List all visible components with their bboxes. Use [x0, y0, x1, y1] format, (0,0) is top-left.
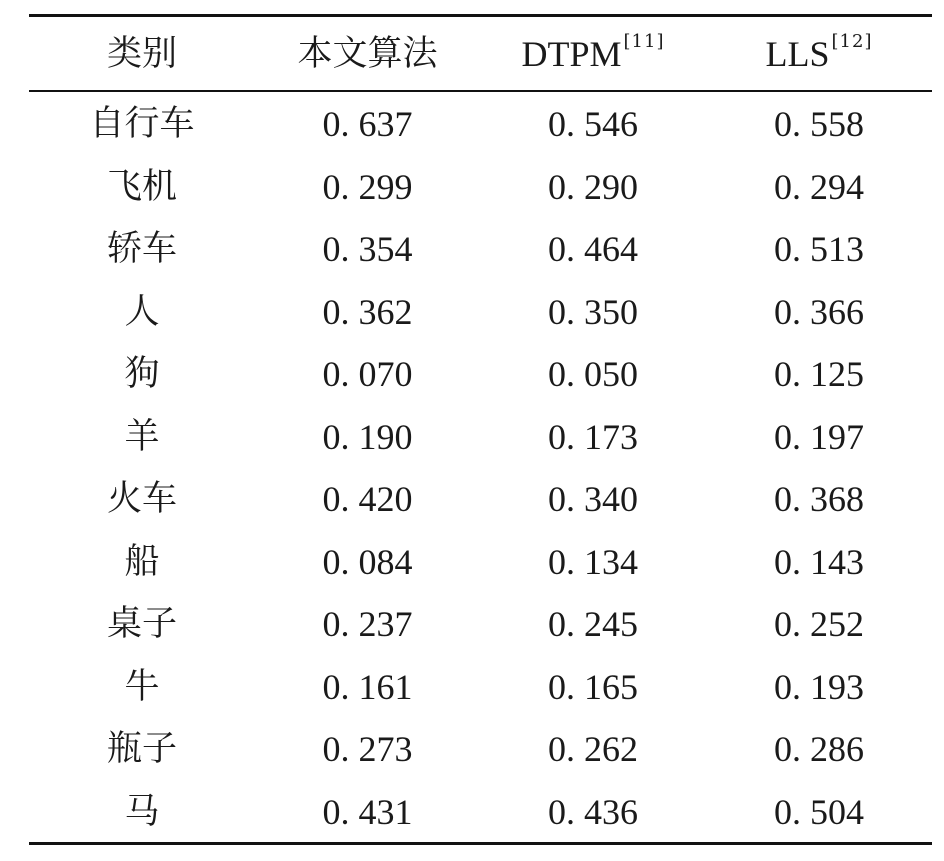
row-category: 马: [124, 791, 160, 832]
row-category: 船: [124, 541, 160, 582]
row-value: 0. 431: [322, 791, 413, 832]
row-value: 0. 165: [548, 666, 638, 707]
row-value: 0. 173: [548, 416, 638, 457]
row-category: 羊: [124, 416, 160, 457]
row-value: 0. 134: [548, 541, 638, 582]
row-category: 轿车: [106, 229, 177, 269]
header-dtpm-citation: [11]: [623, 31, 665, 52]
row-value: 0. 245: [548, 604, 638, 644]
bottom-rule: [29, 842, 932, 845]
row-value: 0. 161: [322, 666, 413, 707]
row-value: 0. 190: [322, 416, 413, 457]
row-value: 0. 637: [322, 104, 413, 144]
row-value: 0. 340: [548, 479, 638, 519]
row-category: 桌子: [106, 604, 177, 644]
header-ours: [255, 23, 480, 85]
row-value: 0. 294: [774, 166, 864, 207]
row-value: 0. 286: [774, 729, 864, 769]
row-value: 0. 366: [774, 291, 864, 332]
row-category: 自行车: [89, 104, 195, 144]
header-rule: [29, 90, 932, 92]
row-value: 0. 513: [774, 229, 864, 269]
header-lls-citation: [12]: [831, 31, 873, 52]
row-value: 0. 350: [548, 291, 638, 332]
row-value: 0. 299: [322, 166, 413, 207]
row-value: 0. 464: [548, 229, 638, 269]
row-value: 0. 193: [774, 666, 864, 707]
header-dtpm: [480, 23, 706, 85]
row-value: 0. 197: [774, 416, 864, 457]
row-category: 瓶子: [106, 729, 177, 769]
header-ours-label: 本文算法: [297, 34, 438, 74]
row-value: 0. 273: [322, 729, 413, 769]
header-lls-label: LLS: [765, 34, 830, 74]
row-category: 人: [124, 291, 160, 332]
row-value: 0. 354: [322, 229, 413, 269]
row-category: 火车: [106, 479, 177, 519]
row-value: 0. 050: [548, 354, 638, 394]
row-value: 0. 290: [548, 166, 638, 207]
row-value: 0. 084: [322, 541, 413, 582]
row-value: 0. 252: [774, 604, 864, 644]
header-category-label: 类别: [106, 34, 177, 74]
row-value: 0. 262: [548, 729, 638, 769]
row-category: 狗: [124, 354, 160, 394]
row-value: 0. 546: [548, 104, 638, 144]
row-value: 0. 368: [774, 479, 864, 519]
header-dtpm-label: DTPM: [521, 34, 622, 74]
top-rule: [29, 14, 932, 17]
row-value: 0. 143: [774, 541, 864, 582]
row-value: 0. 237: [322, 604, 413, 644]
header-category: [29, 23, 255, 85]
row-value: 0. 125: [774, 354, 864, 394]
header-lls: [706, 23, 932, 85]
row-category: 牛: [124, 666, 160, 707]
row-value: 0. 420: [322, 479, 413, 519]
row-value: 0. 504: [774, 791, 864, 832]
row-value: 0. 558: [774, 104, 864, 144]
row-value: 0. 362: [322, 291, 413, 332]
row-category: 飞机: [106, 166, 177, 207]
row-value: 0. 436: [548, 791, 638, 832]
row-value: 0. 070: [322, 354, 413, 394]
